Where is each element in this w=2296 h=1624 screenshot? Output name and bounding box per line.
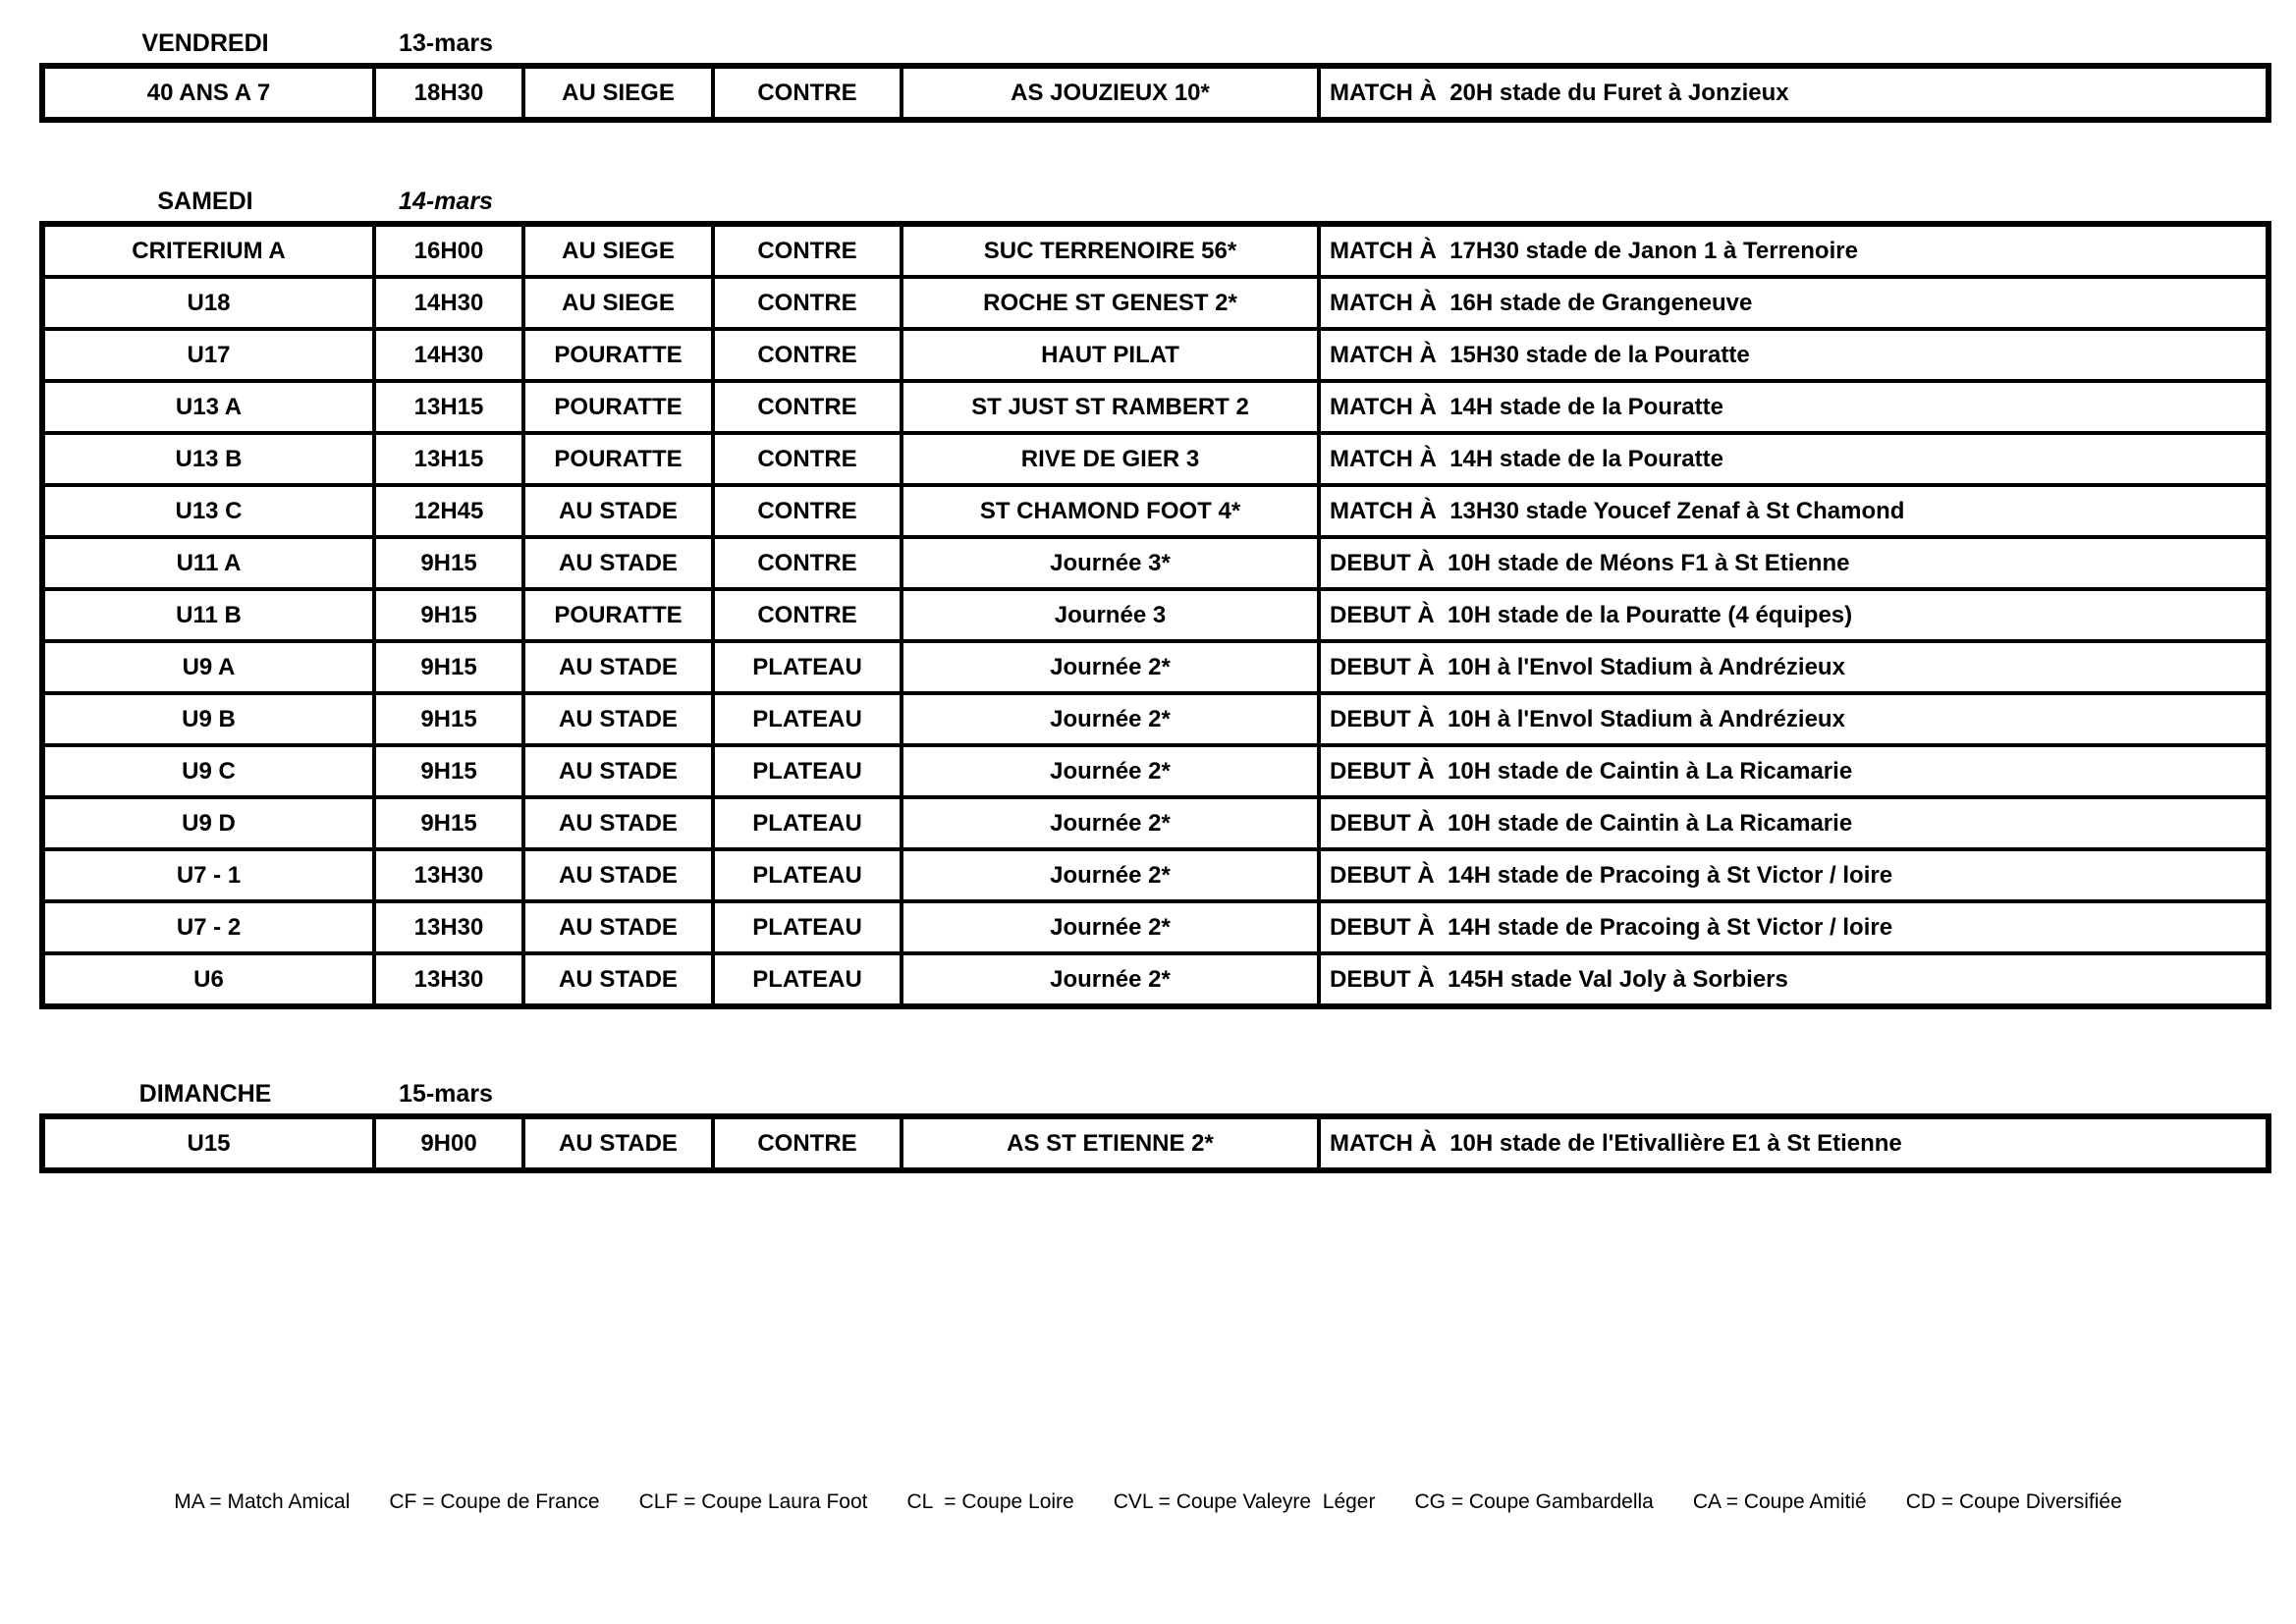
details-cell: DEBUT À 10H à l'Envol Stadium à Andrézieux bbox=[1319, 641, 2269, 693]
details-cell: DEBUT À 10H stade de Caintin à La Ricamarie bbox=[1319, 797, 2269, 849]
legend-item-cd: CD = Coupe Diversifiée bbox=[1905, 1490, 2122, 1513]
time-cell: 14H30 bbox=[374, 277, 523, 329]
details-cell: DEBUT À 145H stade Val Joly à Sorbiers bbox=[1319, 953, 2269, 1006]
schedule-row bbox=[42, 277, 2269, 329]
time-cell: 9H15 bbox=[374, 537, 523, 589]
schedule-row bbox=[42, 1116, 2269, 1170]
venue-cell: AU STADE bbox=[523, 953, 713, 1006]
date-label: 15-mars bbox=[399, 1080, 493, 1108]
details-cell: MATCH À 15H30 stade de la Pouratte bbox=[1319, 329, 2269, 381]
team-cell: U11 B bbox=[42, 589, 374, 641]
team-cell: U9 B bbox=[42, 693, 374, 745]
time-cell: 13H30 bbox=[374, 901, 523, 953]
team-cell: U7 - 2 bbox=[42, 901, 374, 953]
venue-cell: AU SIEGE bbox=[523, 66, 713, 120]
mode-cell: CONTRE bbox=[713, 589, 902, 641]
opponent-cell: HAUT PILAT bbox=[902, 329, 1319, 381]
section-header-dimanche bbox=[39, 1080, 2296, 1113]
mode-cell: PLATEAU bbox=[713, 693, 902, 745]
time-cell: 13H30 bbox=[374, 849, 523, 901]
details-cell: MATCH À 10H stade de l'Etivallière E1 à St Etienne bbox=[1319, 1116, 2269, 1170]
mode-cell: PLATEAU bbox=[713, 953, 902, 1006]
opponent-cell: Journée 2* bbox=[902, 693, 1319, 745]
time-cell: 9H15 bbox=[374, 589, 523, 641]
details-cell: MATCH À 20H stade du Furet à Jonzieux bbox=[1319, 66, 2269, 120]
team-cell: U15 bbox=[42, 1116, 374, 1170]
team-cell: 40 ANS A 7 bbox=[42, 66, 374, 120]
schedule-row bbox=[42, 224, 2269, 277]
mode-cell: PLATEAU bbox=[713, 641, 902, 693]
opponent-cell: ROCHE ST GENEST 2* bbox=[902, 277, 1319, 329]
legend-item-cf: CF = Coupe de France bbox=[389, 1490, 600, 1513]
team-cell: U11 A bbox=[42, 537, 374, 589]
mode-cell: CONTRE bbox=[713, 433, 902, 485]
time-cell: 13H30 bbox=[374, 953, 523, 1006]
schedule-table-vendredi bbox=[39, 63, 2271, 123]
opponent-cell: Journée 3 bbox=[902, 589, 1319, 641]
team-cell: U13 C bbox=[42, 485, 374, 537]
mode-cell: CONTRE bbox=[713, 485, 902, 537]
team-cell: U13 B bbox=[42, 433, 374, 485]
day-label: VENDREDI bbox=[141, 29, 269, 57]
venue-cell: AU STADE bbox=[523, 901, 713, 953]
details-cell: DEBUT À 10H stade de Méons F1 à St Etienne bbox=[1319, 537, 2269, 589]
schedule-row bbox=[42, 745, 2269, 797]
mode-cell: PLATEAU bbox=[713, 849, 902, 901]
venue-cell: POURATTE bbox=[523, 589, 713, 641]
time-cell: 18H30 bbox=[374, 66, 523, 120]
opponent-cell: Journée 2* bbox=[902, 901, 1319, 953]
mode-cell: CONTRE bbox=[713, 381, 902, 433]
schedule-row bbox=[42, 953, 2269, 1006]
time-cell: 9H00 bbox=[374, 1116, 523, 1170]
time-cell: 16H00 bbox=[374, 224, 523, 277]
mode-cell: CONTRE bbox=[713, 277, 902, 329]
time-cell: 14H30 bbox=[374, 329, 523, 381]
venue-cell: AU STADE bbox=[523, 641, 713, 693]
time-cell: 9H15 bbox=[374, 641, 523, 693]
schedule-row bbox=[42, 797, 2269, 849]
venue-cell: POURATTE bbox=[523, 433, 713, 485]
mode-cell: CONTRE bbox=[713, 537, 902, 589]
venue-cell: AU SIEGE bbox=[523, 277, 713, 329]
schedule-row bbox=[42, 381, 2269, 433]
date-label: 13-mars bbox=[399, 29, 493, 57]
details-cell: MATCH À 17H30 stade de Janon 1 à Terrenoire bbox=[1319, 224, 2269, 277]
day-label: SAMEDI bbox=[157, 188, 253, 215]
opponent-cell: ST JUST ST RAMBERT 2 bbox=[902, 381, 1319, 433]
opponent-cell: RIVE DE GIER 3 bbox=[902, 433, 1319, 485]
schedule-row bbox=[42, 329, 2269, 381]
time-cell: 13H15 bbox=[374, 381, 523, 433]
team-cell: U9 D bbox=[42, 797, 374, 849]
details-cell: MATCH À 14H stade de la Pouratte bbox=[1319, 433, 2269, 485]
schedule-row bbox=[42, 849, 2269, 901]
venue-cell: POURATTE bbox=[523, 381, 713, 433]
team-cell: CRITERIUM A bbox=[42, 224, 374, 277]
details-cell: DEBUT À 10H à l'Envol Stadium à Andrézieux bbox=[1319, 693, 2269, 745]
time-cell: 9H15 bbox=[374, 745, 523, 797]
schedule-table-samedi bbox=[39, 221, 2271, 1009]
venue-cell: AU STADE bbox=[523, 745, 713, 797]
venue-cell: AU STADE bbox=[523, 797, 713, 849]
legend-item-ma: MA = Match Amical bbox=[174, 1490, 351, 1513]
opponent-cell: Journée 2* bbox=[902, 797, 1319, 849]
mode-cell: CONTRE bbox=[713, 1116, 902, 1170]
schedule-row bbox=[42, 433, 2269, 485]
team-cell: U9 C bbox=[42, 745, 374, 797]
venue-cell: AU STADE bbox=[523, 693, 713, 745]
details-cell: DEBUT À 10H stade de Caintin à La Ricamarie bbox=[1319, 745, 2269, 797]
opponent-cell: Journée 2* bbox=[902, 953, 1319, 1006]
mode-cell: PLATEAU bbox=[713, 797, 902, 849]
section-gap bbox=[0, 1009, 2296, 1080]
legend-item-cvl: CVL = Coupe Valeyre Léger bbox=[1113, 1490, 1376, 1513]
opponent-cell: Journée 3* bbox=[902, 537, 1319, 589]
details-cell: MATCH À 16H stade de Grangeneuve bbox=[1319, 277, 2269, 329]
team-cell: U13 A bbox=[42, 381, 374, 433]
details-cell: DEBUT À 14H stade de Pracoing à St Victor / loire bbox=[1319, 901, 2269, 953]
venue-cell: AU STADE bbox=[523, 537, 713, 589]
schedule-row bbox=[42, 693, 2269, 745]
mode-cell: CONTRE bbox=[713, 329, 902, 381]
team-cell: U9 A bbox=[42, 641, 374, 693]
team-cell: U17 bbox=[42, 329, 374, 381]
schedule-row bbox=[42, 589, 2269, 641]
venue-cell: POURATTE bbox=[523, 329, 713, 381]
section-gap bbox=[0, 123, 2296, 188]
details-cell: DEBUT À 14H stade de Pracoing à St Victor / loire bbox=[1319, 849, 2269, 901]
team-cell: U7 - 1 bbox=[42, 849, 374, 901]
opponent-cell: ST CHAMOND FOOT 4* bbox=[902, 485, 1319, 537]
schedule-row bbox=[42, 485, 2269, 537]
venue-cell: AU STADE bbox=[523, 1116, 713, 1170]
time-cell: 9H15 bbox=[374, 797, 523, 849]
mode-cell: PLATEAU bbox=[713, 901, 902, 953]
time-cell: 12H45 bbox=[374, 485, 523, 537]
schedule-row bbox=[42, 66, 2269, 120]
details-cell: DEBUT À 10H stade de la Pouratte (4 équipes) bbox=[1319, 589, 2269, 641]
opponent-cell: Journée 2* bbox=[902, 641, 1319, 693]
schedule-table-dimanche bbox=[39, 1113, 2271, 1173]
team-cell: U18 bbox=[42, 277, 374, 329]
legend-item-cl: CL = Coupe Loire bbox=[906, 1490, 1074, 1513]
schedule-row bbox=[42, 901, 2269, 953]
date-label: 14-mars bbox=[399, 188, 493, 215]
day-label: DIMANCHE bbox=[138, 1080, 272, 1108]
opponent-cell: AS JOUZIEUX 10* bbox=[902, 66, 1319, 120]
section-header-vendredi bbox=[39, 29, 2296, 63]
legend-item-clf: CLF = Coupe Laura Foot bbox=[638, 1490, 868, 1513]
legend bbox=[0, 1490, 2296, 1514]
details-cell: MATCH À 13H30 stade Youcef Zenaf à St Chamond bbox=[1319, 485, 2269, 537]
opponent-cell: Journée 2* bbox=[902, 849, 1319, 901]
venue-cell: AU SIEGE bbox=[523, 224, 713, 277]
team-cell: U6 bbox=[42, 953, 374, 1006]
details-cell: MATCH À 14H stade de la Pouratte bbox=[1319, 381, 2269, 433]
time-cell: 9H15 bbox=[374, 693, 523, 745]
mode-cell: PLATEAU bbox=[713, 745, 902, 797]
venue-cell: AU STADE bbox=[523, 485, 713, 537]
legend-item-cg: CG = Coupe Gambardella bbox=[1414, 1490, 1654, 1513]
time-cell: 13H15 bbox=[374, 433, 523, 485]
venue-cell: AU STADE bbox=[523, 849, 713, 901]
schedule-sections bbox=[0, 29, 2296, 1173]
legend-item-ca: CA = Coupe Amitié bbox=[1692, 1490, 1867, 1513]
mode-cell: CONTRE bbox=[713, 224, 902, 277]
section-header-samedi bbox=[39, 188, 2296, 221]
schedule-row bbox=[42, 641, 2269, 693]
opponent-cell: SUC TERRENOIRE 56* bbox=[902, 224, 1319, 277]
schedule-row bbox=[42, 537, 2269, 589]
mode-cell: CONTRE bbox=[713, 66, 902, 120]
opponent-cell: Journée 2* bbox=[902, 745, 1319, 797]
opponent-cell: AS ST ETIENNE 2* bbox=[902, 1116, 1319, 1170]
